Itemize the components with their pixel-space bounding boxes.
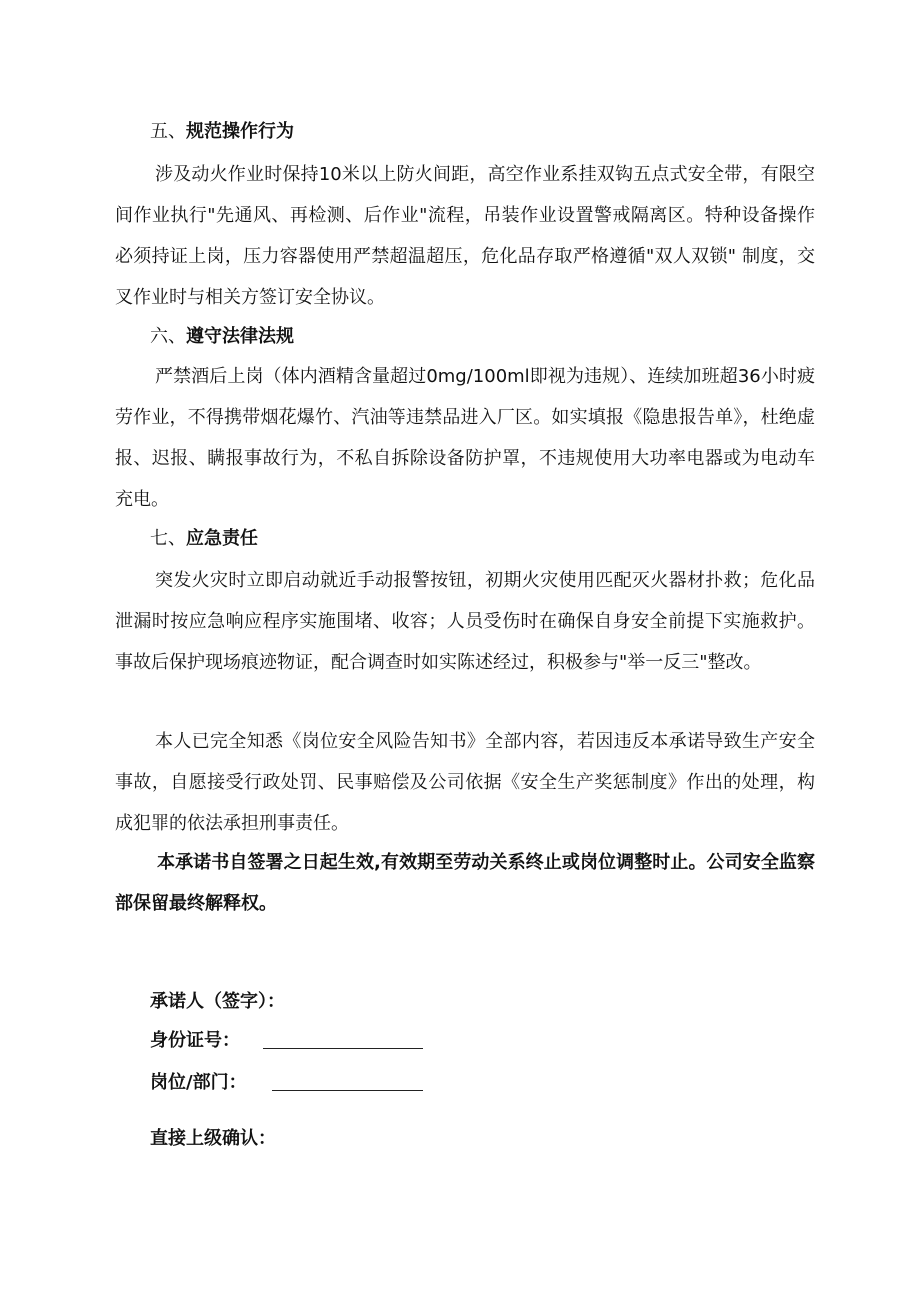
section-6-title: 遵守法律法规: [186, 326, 294, 347]
promiser-signature-label: 承诺人（签字）：: [150, 991, 285, 1012]
section-5-heading: [150, 118, 294, 146]
section-5-body: 涉及动火作业时保持10米以上防火间距，高空作业系挂双钩五点式安全带，有限空间作业执行"先通风、再检测、后作业"流程，吊装作业设置警戒隔离区。特种设备操作必须持证上岗，压力容器使用严禁超温超压，危化品存取严格遵循"双人双锁" 制度，交叉作业时与相关方签订安全协议。: [115, 164, 815, 308]
id-number-label: 身份证号：: [150, 1030, 240, 1051]
section-6-number: 六、: [150, 326, 186, 347]
supervisor-confirm-label: 直接上级确认：: [150, 1128, 276, 1149]
section-7-title: 应急责任: [186, 528, 258, 549]
section-7-body: 突发火灾时立即启动就近手动报警按钮，初期火灾使用匹配灭火器材扑救；危化品泄漏时按应急响应程序实施围堵、收容；人员受伤时在确保自身安全前提下实施救护。事故后保护现场痕迹物证，配合调查时如实陈述经过，积极参与"举一反三"整改。: [115, 570, 815, 673]
section-5-number: 五、: [150, 121, 186, 142]
section-7-heading: [150, 525, 258, 553]
validity-paragraph: 本承诺书自签署之日起生效,有效期至劳动关系终止或岗位调整时止。公司安全监察部保留最终解释权。: [115, 852, 815, 914]
section-5-title: 规范操作行为: [186, 121, 294, 142]
position-department-label: 岗位/部门：: [150, 1072, 247, 1093]
position-department-field[interactable]: [272, 1090, 423, 1091]
section-7-number: 七、: [150, 528, 186, 549]
section-6-body: 严禁酒后上岗（体内酒精含量超过0mg/100ml即视为违规）、连续加班超36小时疲劳作业，不得携带烟花爆竹、汽油等违禁品进入厂区。如实填报《隐患报告单》，杜绝虚报、迟报、瞒报事故行为，不私自拆除设备防护罩，不违规使用大功率电器或为电动车充电。: [115, 366, 815, 510]
section-6-heading: [150, 323, 294, 351]
declaration-paragraph: 本人已完全知悉《岗位安全风险告知书》全部内容，若因违反本承诺导致生产安全事故，自愿接受行政处罚、民事赔偿及公司依据《安全生产奖惩制度》作出的处理，构成犯罪的依法承担刑事责任。: [115, 731, 815, 834]
id-number-field[interactable]: [263, 1048, 423, 1049]
